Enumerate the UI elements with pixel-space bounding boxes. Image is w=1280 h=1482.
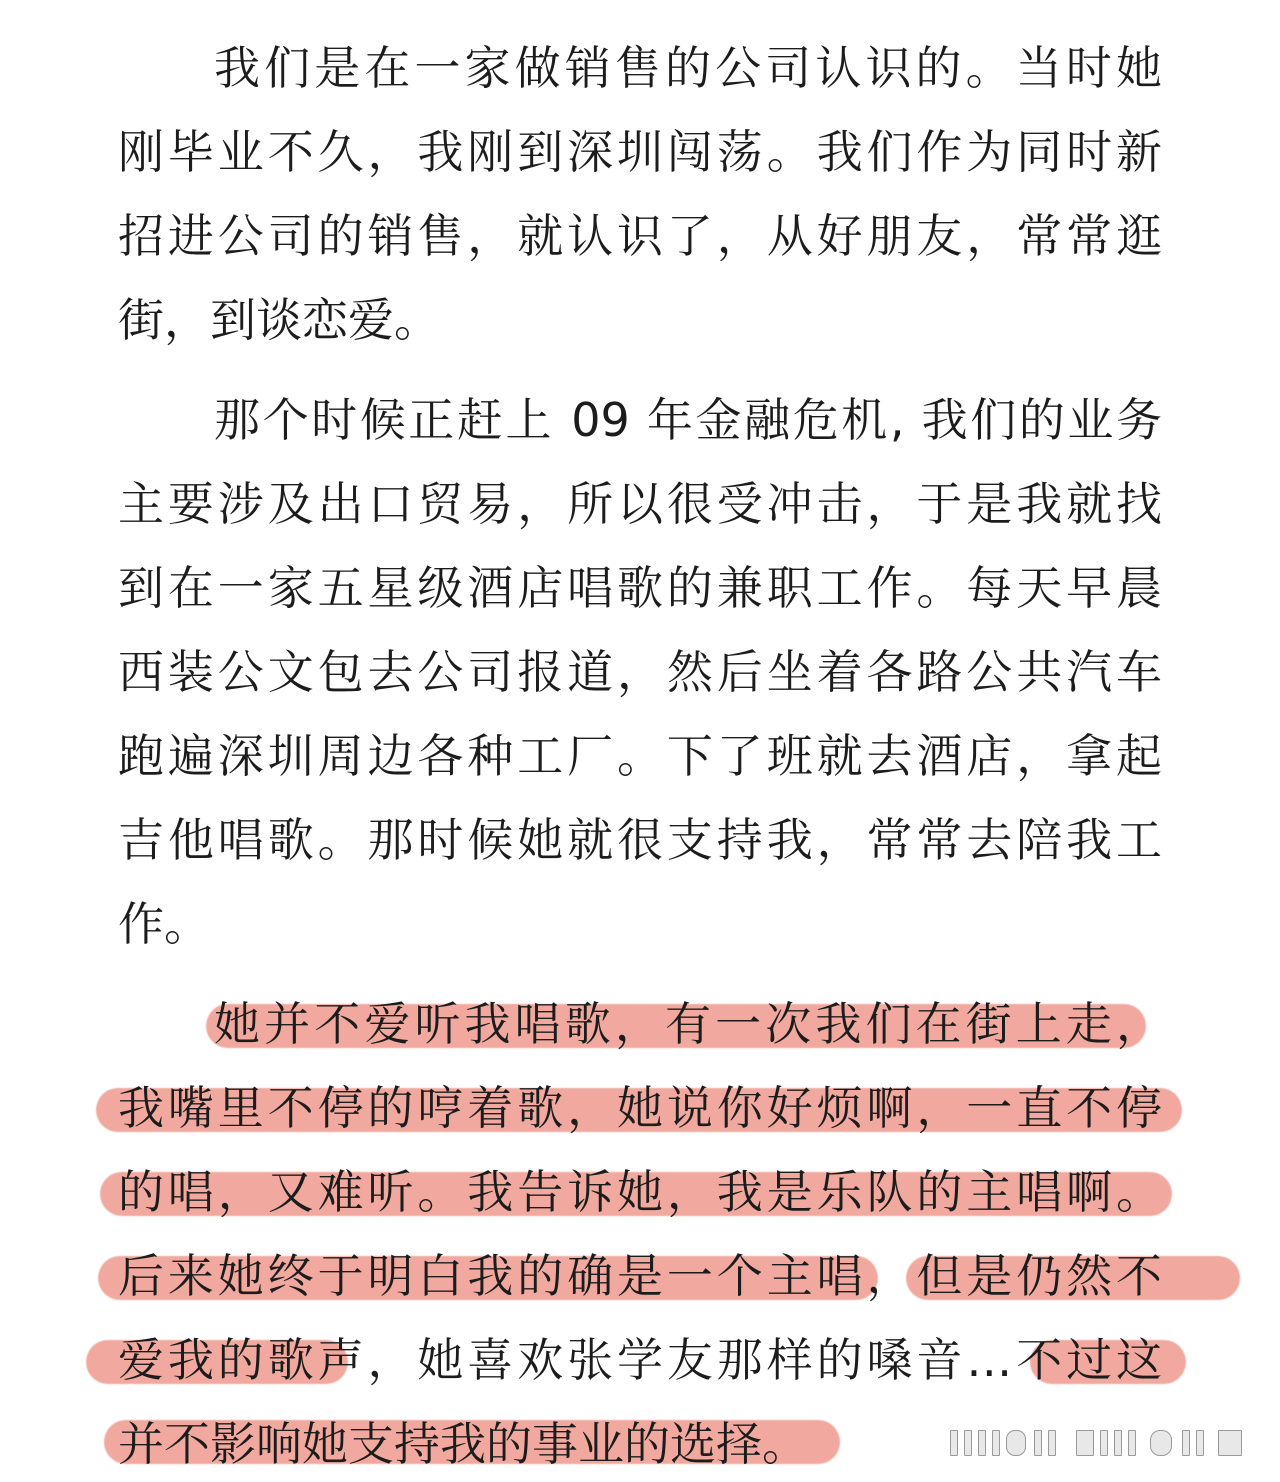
text-line: 西装公文包去公司报道，然后坐着各路公共汽车 bbox=[118, 645, 1162, 699]
text-line: 招进公司的销售，就认识了，从好朋友，常常逛 bbox=[118, 209, 1162, 263]
text-line: 爱我的歌声，她喜欢张学友那样的嗓音…不过这 bbox=[118, 1333, 1162, 1387]
text-line: 后来她终于明白我的确是一个主唱，但是仍然不 bbox=[118, 1249, 1162, 1303]
text-line: 并不影响她支持我的事业的选择。 bbox=[118, 1417, 808, 1471]
text-line: 作。 bbox=[118, 897, 210, 951]
text-line: 我们是在一家做销售的公司认识的。当时她 bbox=[214, 41, 1162, 95]
text-line: 那个时候正赶上 09 年金融危机, 我们的业务 bbox=[214, 393, 1162, 447]
text-line: 街，到谈恋爱。 bbox=[118, 293, 440, 347]
text-line: 她并不爱听我唱歌，有一次我们在街上走， bbox=[214, 997, 1162, 1051]
text-line: 刚毕业不久，我刚到深圳闯荡。我们作为同时新 bbox=[118, 125, 1162, 179]
text-line: 到在一家五星级酒店唱歌的兼职工作。每天早晨 bbox=[118, 561, 1162, 615]
text-line: 吉他唱歌。那时候她就很支持我，常常去陪我工 bbox=[118, 813, 1162, 867]
text-line: 我嘴里不停的哼着歌，她说你好烦啊，一直不停 bbox=[118, 1081, 1162, 1135]
text-line: 主要涉及出口贸易，所以很受冲击，于是我就找 bbox=[118, 477, 1162, 531]
text-line: 跑遍深圳周边各种工厂。下了班就去酒店，拿起 bbox=[118, 729, 1162, 783]
watermark-logo bbox=[950, 1424, 1250, 1460]
text-line: 的唱，又难听。我告诉她，我是乐队的主唱啊。 bbox=[118, 1165, 1162, 1219]
